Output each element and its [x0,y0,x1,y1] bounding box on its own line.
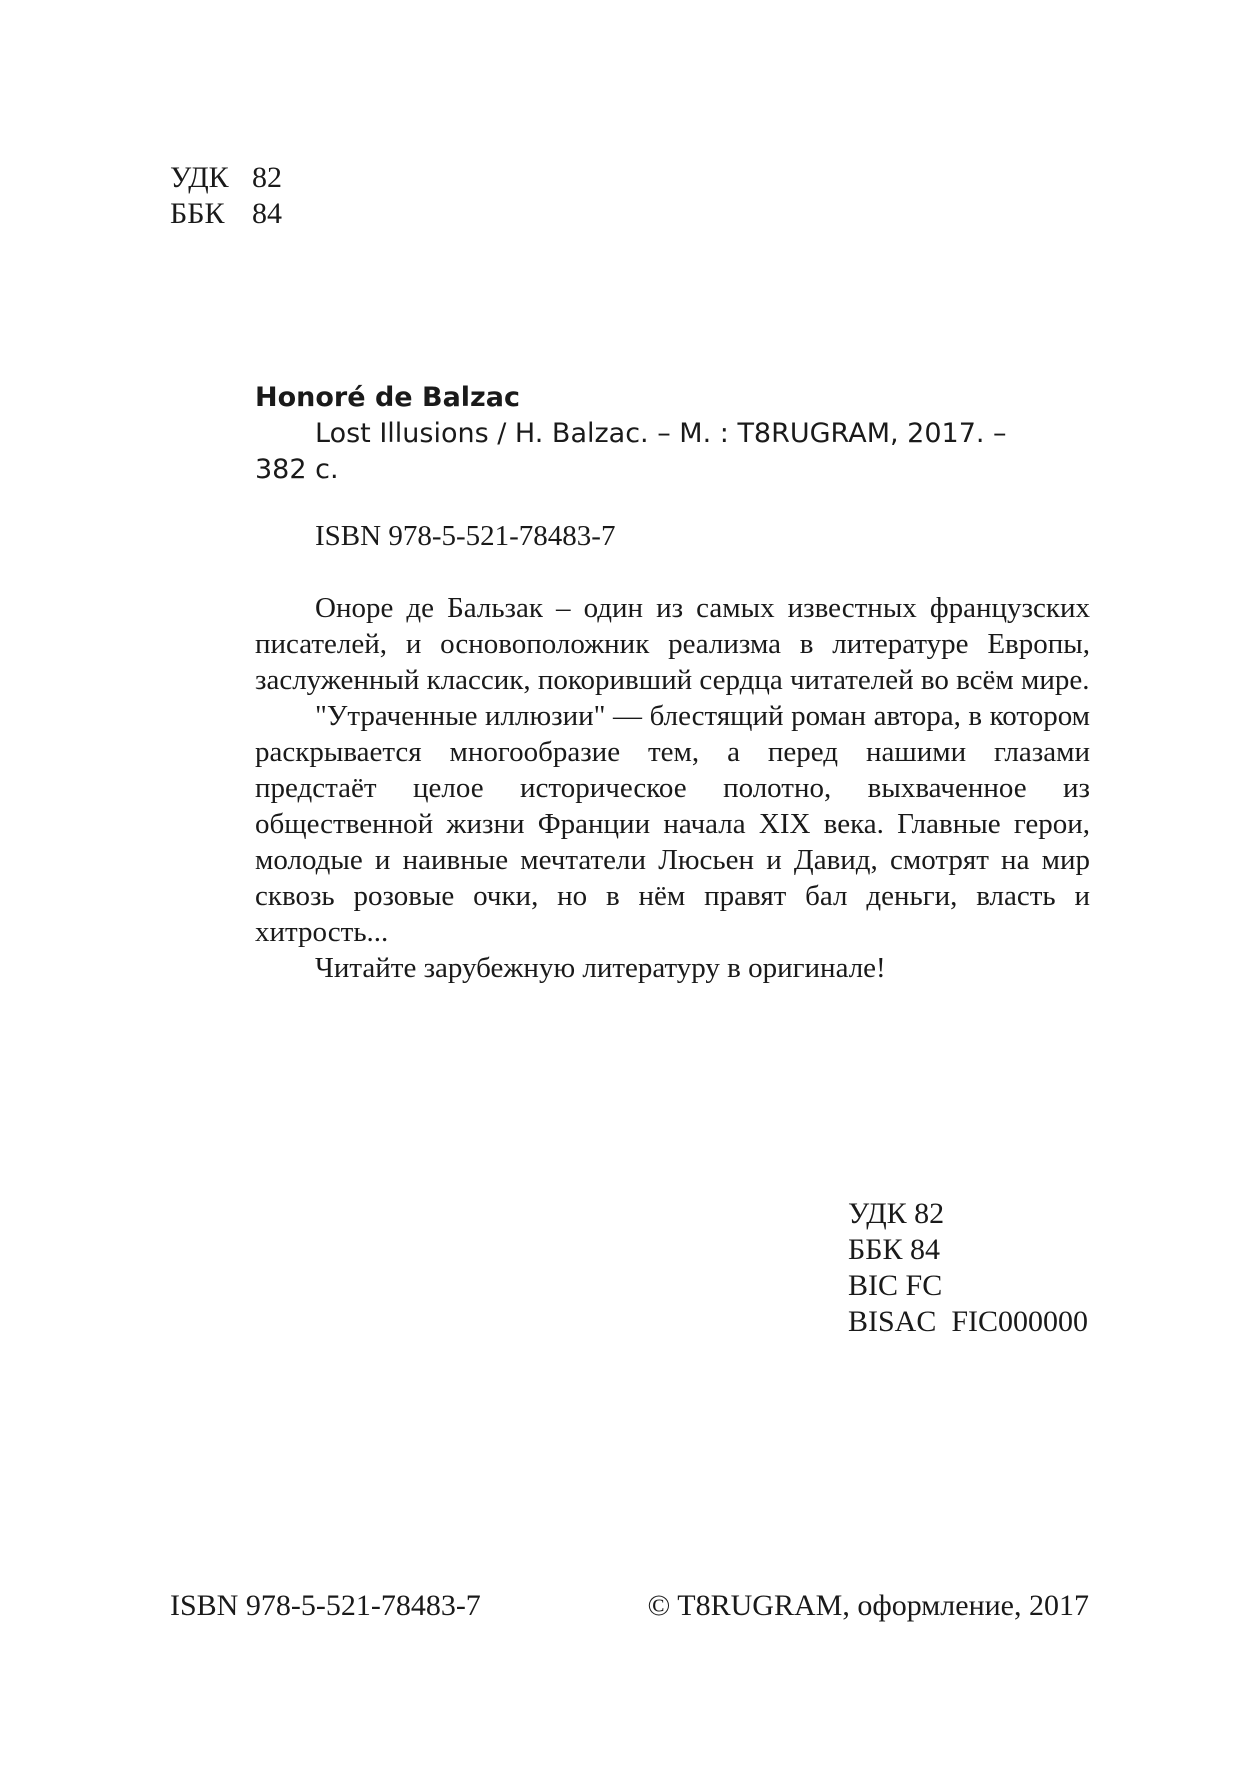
bottom-classification [848,1196,1088,1340]
reference-line [255,416,1090,488]
annotation-paragraph: Оноре де Бальзак – один из самых известных французских писателей, и основоположник реализма в литературе Европы, заслуженный классик, покоривший сердца читателей во всём мире. [255,592,1090,696]
footer-copyright: © T8RUGRAM, оформление, 2017 [647,1589,1089,1622]
annotation-paragraph: "Утраченные иллюзии" — блестящий роман автора, в котором раскрывается многообразие тем, а перед нашими глазами предстаёт целое историческое полотно, выхваченное из общественной жизни Франции начала XIX века. Главные герои, молодые и наивные мечтатели Люсьен и Давид, смотрят на мир сквозь розовые очки, но в нём правят бал деньги, власть и хитрость... [255,700,1090,948]
bbk-label: ББК [170,197,225,230]
annotation-paragraph: Читайте зарубежную литературу в оригинале! [315,952,886,984]
bbk-row [170,196,282,232]
bottom-bic: BIC FC [848,1269,943,1302]
footer-isbn: ISBN 978-5-521-78483-7 [170,1589,481,1622]
reference-text: Lost Illusions / H. Balzac. – M. : T8RUGRAM, 2017. – [315,418,1007,449]
bottom-udk: УДК 82 [848,1197,945,1230]
bottom-bisac: BISAC FIC000000 [848,1305,1089,1338]
bbk-value: 84 [252,197,282,230]
top-classification [170,160,282,232]
annotation [255,590,1090,986]
page-count: 382 с. [255,454,339,485]
author-name: Honoré de Balzac [255,382,520,413]
udk-value: 82 [252,161,282,194]
udk-row [170,160,282,196]
bibliographic-record [255,380,1090,986]
bottom-bbk: ББК 84 [848,1233,940,1266]
record-isbn: ISBN 978-5-521-78483-7 [315,520,616,552]
udk-label: УДК [170,161,229,194]
